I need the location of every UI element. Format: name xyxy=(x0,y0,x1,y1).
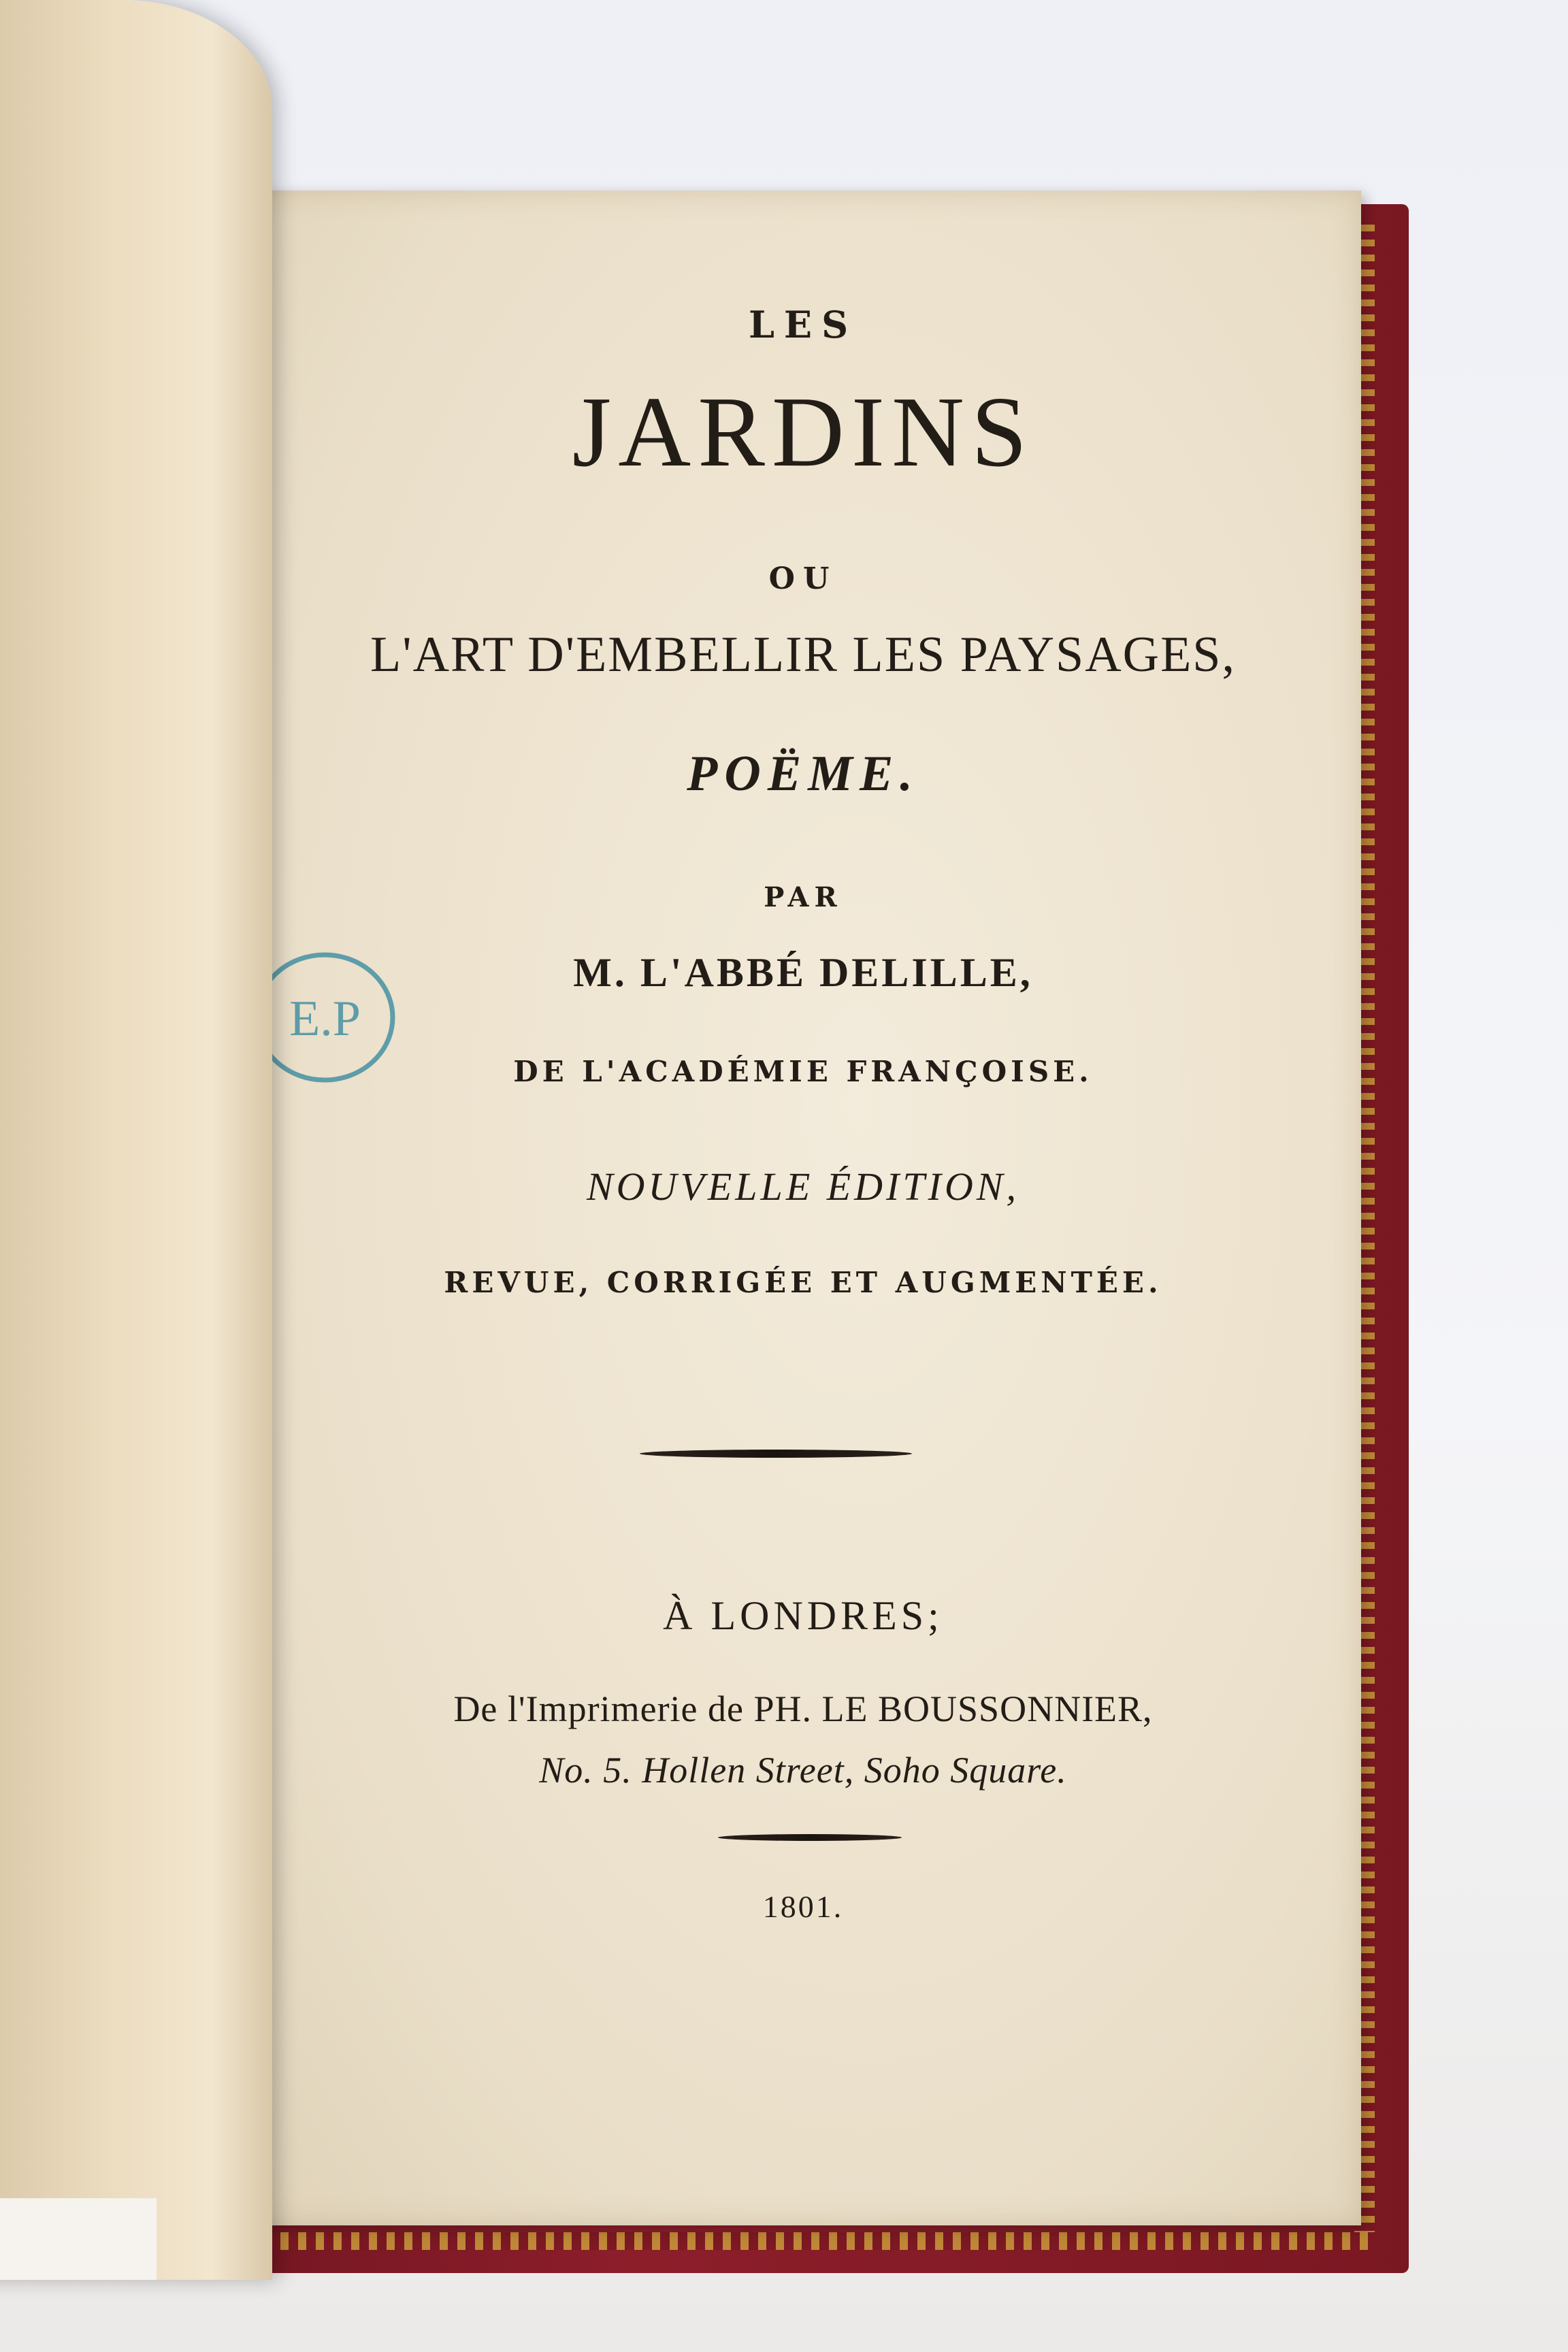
imprint-year: 1801. xyxy=(762,1889,844,1924)
author: M. L'ABBÉ DELILLE, xyxy=(573,950,1033,995)
affiliation: DE L'ACADÉMIE FRANÇOISE. xyxy=(513,1055,1093,1088)
title-jardins: JARDINS xyxy=(572,376,1034,488)
title-page xyxy=(245,191,1361,2225)
title-ou: OU xyxy=(768,561,838,596)
imprint-printer: De l'Imprimerie de PH. LE BOUSSONNIER, xyxy=(453,1688,1153,1729)
stamp-text: E.P xyxy=(289,991,361,1047)
title-les: LES xyxy=(748,303,858,346)
ornamental-rule-small xyxy=(718,1834,902,1841)
background-corner xyxy=(0,2198,157,2280)
imprint-address: No. 5. Hollen Street, Soho Square. xyxy=(539,1750,1067,1791)
ornamental-rule xyxy=(640,1450,912,1458)
genre: POËME. xyxy=(687,746,919,802)
gilt-edge-bottom xyxy=(157,2232,1368,2250)
revision-note: REVUE, CORRIGÉE ET AUGMENTÉE. xyxy=(444,1266,1162,1299)
by-line: PAR xyxy=(764,881,843,913)
facing-page-left xyxy=(0,0,272,2280)
edition: NOUVELLE ÉDITION, xyxy=(586,1164,1020,1209)
subtitle: L'ART D'EMBELLIR LES PAYSAGES, xyxy=(370,627,1236,683)
imprint-place: À LONDRES; xyxy=(663,1593,943,1638)
